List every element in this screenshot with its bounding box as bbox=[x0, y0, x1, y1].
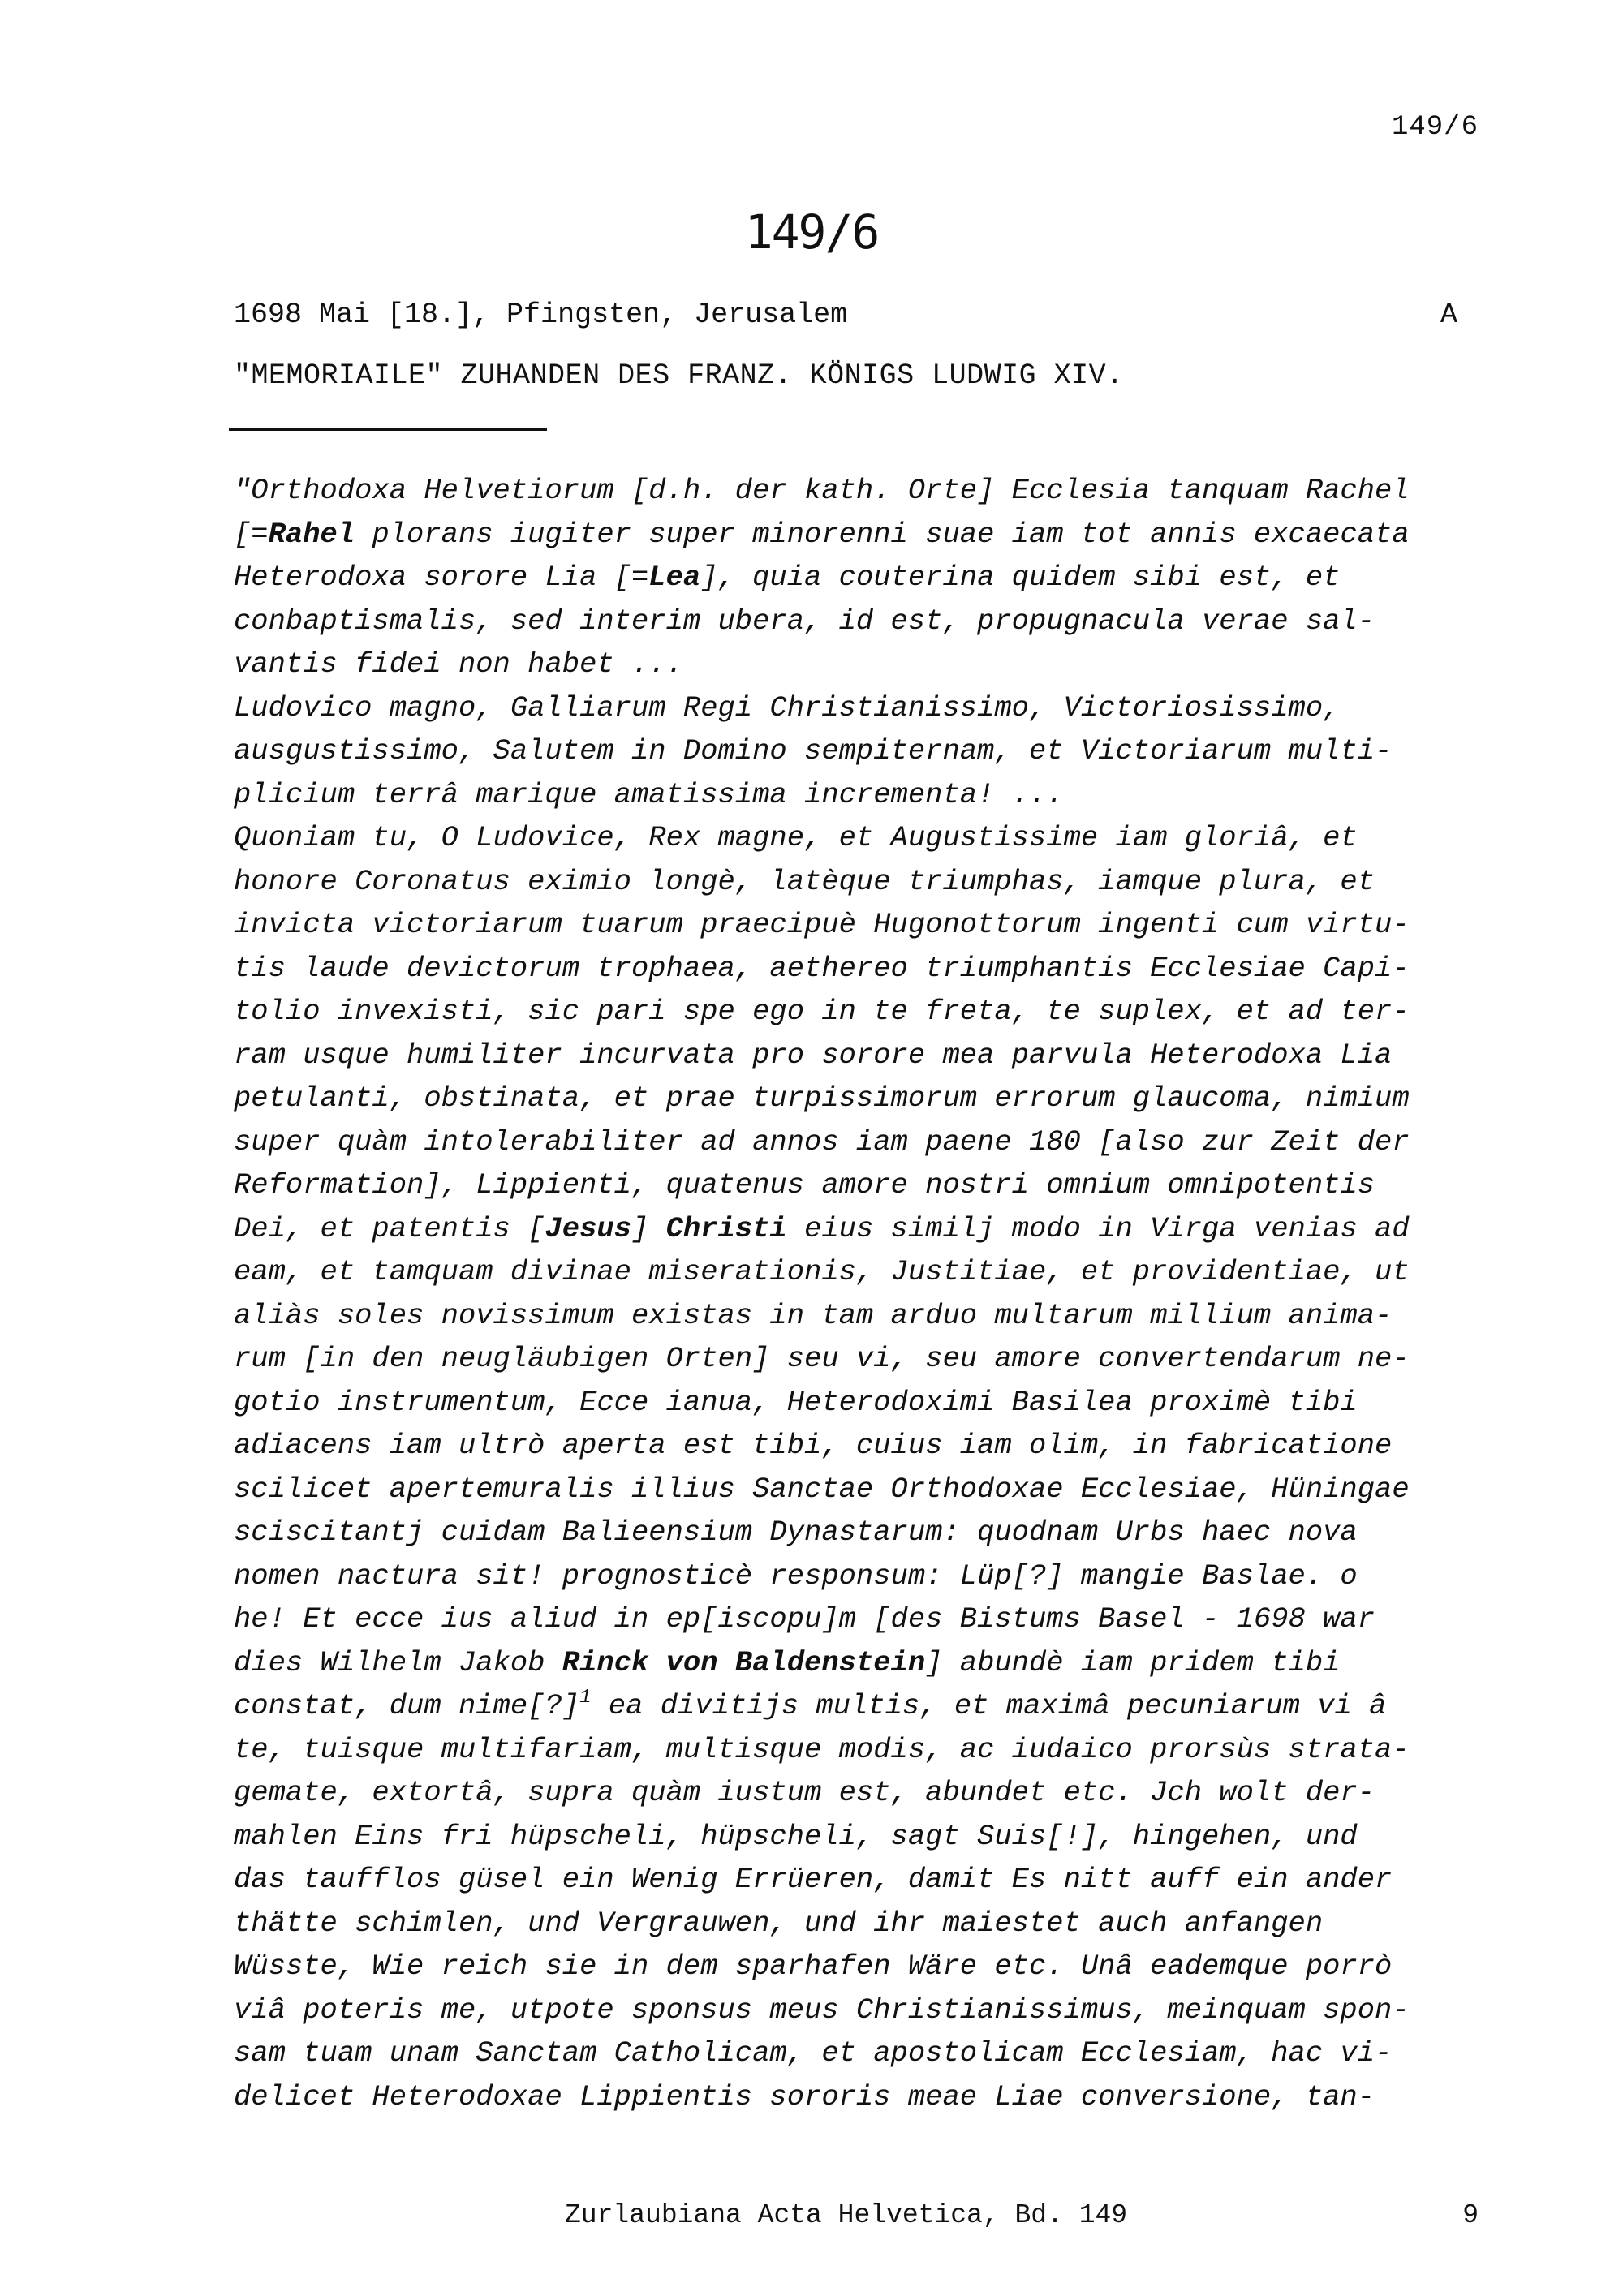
text-segment: honore Coronatus eximio longè, latèque triumphas, iamque plura, et bbox=[234, 864, 1375, 898]
text-segment: ] bbox=[631, 1211, 666, 1245]
text-line bbox=[234, 686, 1500, 730]
document-title: "MEMORIAILE" ZUHANDEN DES FRANZ. KÖNIGS LUDWIG XIV. bbox=[234, 359, 1124, 392]
text-line bbox=[234, 1684, 1500, 1728]
text-line bbox=[234, 1381, 1500, 1425]
text-segment: gemate, extortâ, supra quàm iustum est, abundet etc. Jch wolt der- bbox=[234, 1776, 1375, 1809]
text-line bbox=[234, 643, 1500, 686]
text-segment: te, tuisque multifariam, multisque modis, ac iudaico prorsùs strata- bbox=[234, 1732, 1410, 1766]
text-segment: ea divitijs multis, et maximâ pecuniarum vi â bbox=[591, 1689, 1387, 1722]
text-segment: gotio instrumentum, Ecce ianua, Heterodoximi Basilea proximè tibi bbox=[234, 1385, 1358, 1419]
document-type-mark: A bbox=[1440, 299, 1458, 331]
text-segment: [= bbox=[234, 517, 269, 551]
date-place-line: 1698 Mai [18.], Pfingsten, Jerusalem bbox=[234, 299, 848, 331]
text-segment: Dei, et patentis [ bbox=[234, 1211, 545, 1245]
text-segment: das taufflos güsel ein Wenig Errüeren, damit Es nitt auff ein ander bbox=[234, 1863, 1393, 1896]
text-segment: plicium terrâ marique amatissima incrementa! ... bbox=[234, 777, 1064, 811]
text-line bbox=[234, 469, 1500, 513]
text-segment: sciscitantj cuidam Balieensium Dynastarum: quodnam Urbs haec nova bbox=[234, 1516, 1358, 1549]
text-segment: nomen nactura sit! prognosticè responsum: Lüp[?] mangie Baslae. o bbox=[234, 1559, 1358, 1593]
text-line bbox=[234, 1641, 1500, 1685]
text-segment: viâ poteris me, utpote sponsus meus Christianissimus, meinquam spon- bbox=[234, 1993, 1410, 2027]
text-line bbox=[234, 1728, 1500, 1772]
text-segment: ], quia couterina quidem sibi est, et bbox=[700, 561, 1341, 594]
text-line bbox=[234, 1902, 1500, 1946]
text-line bbox=[234, 1120, 1500, 1164]
text-line bbox=[234, 1163, 1500, 1207]
text-line bbox=[234, 2032, 1500, 2075]
text-segment: Wüsste, Wie reich sie in dem sparhafen Wäre etc. Unâ eademque porrò bbox=[234, 1950, 1393, 1983]
bold-name: Jesus bbox=[545, 1211, 631, 1245]
title-divider bbox=[229, 428, 547, 431]
text-line bbox=[234, 1989, 1500, 2032]
bold-name: Christi bbox=[665, 1211, 787, 1245]
text-segment: Heterodoxa sorore Lia [= bbox=[234, 561, 649, 594]
text-line bbox=[234, 1945, 1500, 1989]
text-segment: vantis fidei non habet ... bbox=[234, 647, 683, 681]
text-line bbox=[234, 903, 1500, 947]
text-line bbox=[234, 990, 1500, 1034]
bold-name: Lea bbox=[648, 561, 701, 594]
text-line bbox=[234, 773, 1500, 817]
text-segment: ] abundè iam pridem tibi bbox=[925, 1645, 1341, 1679]
bold-name: Rahel bbox=[268, 517, 355, 551]
text-segment: "Orthodoxa Helvetiorum [d.h. der kath. Orte] Ecclesia tanquam Rachel bbox=[234, 474, 1410, 507]
text-segment: ausgustissimo, Salutem in Domino sempiternam, et Victoriarum multi- bbox=[234, 734, 1393, 767]
text-segment: constat, dum nime[?] bbox=[234, 1689, 580, 1722]
text-line bbox=[234, 816, 1500, 860]
footer-page-number: 9 bbox=[1462, 2200, 1479, 2230]
footer-source: Zurlaubiana Acta Helvetica, Bd. 149 bbox=[565, 2200, 1128, 2230]
text-segment: delicet Heterodoxae Lippientis sororis meae Liae conversione, tan- bbox=[234, 2079, 1375, 2113]
text-line bbox=[234, 1815, 1500, 1859]
header-document-id: 149/6 bbox=[1391, 112, 1479, 143]
text-segment: adiacens iam ultrò aperta est tibi, cuius iam olim, in fabricatione bbox=[234, 1429, 1393, 1462]
text-line bbox=[234, 1597, 1500, 1641]
text-line bbox=[234, 556, 1500, 600]
text-line bbox=[234, 1468, 1500, 1511]
transcription-body bbox=[234, 469, 1500, 2118]
text-line bbox=[234, 513, 1500, 557]
text-line bbox=[234, 1034, 1500, 1077]
text-segment: plorans iugiter super minorenni suae iam tot annis excaecata bbox=[355, 517, 1410, 551]
text-line bbox=[234, 729, 1500, 773]
text-segment: tolio invexisti, sic pari spe ego in te freta, te suplex, et ad ter- bbox=[234, 995, 1410, 1028]
text-segment: scilicet apertemuralis illius Sanctae Orthodoxae Ecclesiae, Hüningae bbox=[234, 1472, 1410, 1506]
text-segment: ram usque humiliter incurvata pro sorore mea parvula Heterodoxa Lia bbox=[234, 1038, 1393, 1072]
text-segment: he! Et ecce ius aliud in ep[iscopu]m [des Bistums Basel - 1698 war bbox=[234, 1602, 1375, 1636]
text-line bbox=[234, 947, 1500, 991]
text-line bbox=[234, 1424, 1500, 1468]
document-number-heading: 149/6 bbox=[744, 204, 879, 260]
text-line bbox=[234, 860, 1500, 904]
text-segment: aliàs soles novissimum existas in tam arduo multarum millium anima- bbox=[234, 1298, 1393, 1332]
text-segment: super quàm intolerabiliter ad annos iam paene 180 [also zur Zeit der bbox=[234, 1124, 1410, 1159]
text-segment: petulanti, obstinata, et prae turpissimorum errorum glaucoma, nimium bbox=[234, 1081, 1410, 1115]
text-line bbox=[234, 1207, 1500, 1251]
text-line bbox=[234, 1294, 1500, 1338]
text-segment: eam, et tamquam divinae miserationis, Justitiae, et providentiae, ut bbox=[234, 1255, 1410, 1288]
text-segment: sam tuam unam Sanctam Catholicam, et apostolicam Ecclesiam, hac vi- bbox=[234, 2036, 1393, 2070]
text-line bbox=[234, 600, 1500, 643]
text-segment: Quoniam tu, O Ludovice, Rex magne, et Augustissime iam gloriâ, et bbox=[234, 821, 1358, 854]
text-segment: Reformation], Lippienti, quatenus amore nostri omnium omnipotentis bbox=[234, 1168, 1375, 1202]
footnote-marker: 1 bbox=[579, 1687, 592, 1709]
text-line bbox=[234, 1337, 1500, 1381]
text-line bbox=[234, 1771, 1500, 1815]
text-line bbox=[234, 1858, 1500, 1902]
text-segment: Ludovico magno, Galliarum Regi Christianissimo, Victoriosissimo, bbox=[234, 690, 1341, 724]
text-line bbox=[234, 1077, 1500, 1120]
text-line bbox=[234, 1511, 1500, 1554]
text-segment: thätte schimlen, und Vergrauwen, und ihr maiestet auch anfangen bbox=[234, 1906, 1324, 1940]
bold-name: Rinck von Baldenstein bbox=[562, 1645, 926, 1679]
text-segment: conbaptismalis, sed interim ubera, id est, propugnacula verae sal- bbox=[234, 604, 1375, 638]
text-segment: eius similj modo in Virga venias ad bbox=[786, 1211, 1410, 1245]
text-segment: rum [in den neugläubigen Orten] seu vi, seu amore convertendarum ne- bbox=[234, 1342, 1410, 1375]
text-line bbox=[234, 1250, 1500, 1294]
text-segment: tis laude devictorum trophaea, aethereo triumphantis Ecclesiae Capi- bbox=[234, 951, 1410, 985]
text-segment: invicta victoriarum tuarum praecipuè Hugonottorum ingenti cum virtu- bbox=[234, 908, 1410, 941]
text-line bbox=[234, 2075, 1500, 2119]
text-segment: mahlen Eins fri hüpscheli, hüpscheli, sagt Suis[!], hingehen, und bbox=[234, 1819, 1358, 1853]
text-segment: dies Wilhelm Jakob bbox=[234, 1645, 562, 1679]
text-line bbox=[234, 1554, 1500, 1598]
